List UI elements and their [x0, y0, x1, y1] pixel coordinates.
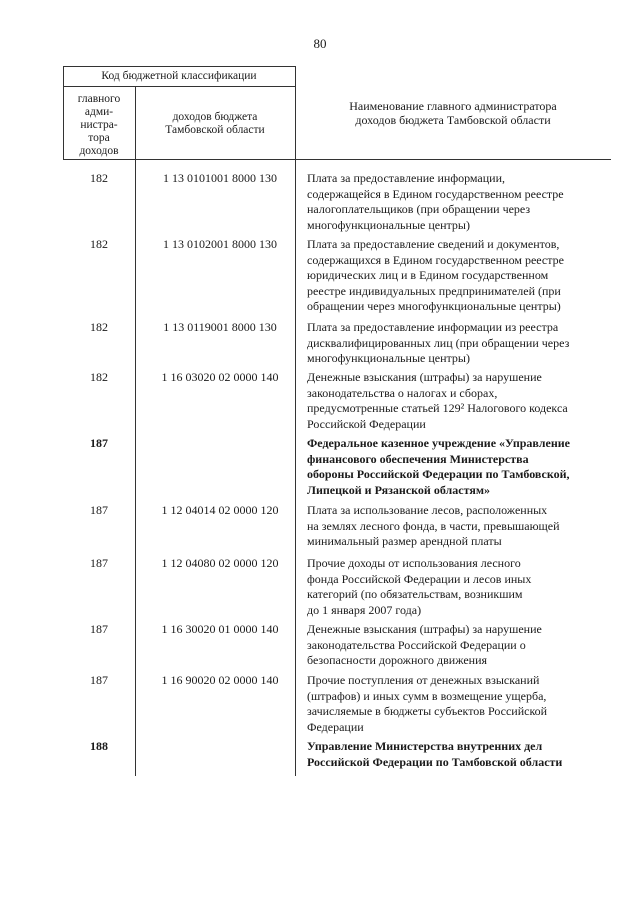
- header-bottom-border: [63, 159, 611, 160]
- name-line: Липецкой и Рязанской областям»: [307, 482, 490, 497]
- header-admin-code: [63, 93, 135, 158]
- name-line: минимальный размер арендной платы: [307, 534, 502, 548]
- header-code-line: доходов бюджета: [172, 111, 258, 123]
- administrator-name-cell: [307, 739, 607, 770]
- administrator-name-cell: [307, 673, 607, 735]
- name-line: Плата за предоставление сведений и документов,: [307, 237, 560, 251]
- administrator-name-cell: [307, 370, 607, 432]
- revenue-code-cell: 1 12 04014 02 0000 120: [161, 503, 279, 517]
- name-line: финансового обеспечения Министерства: [307, 451, 529, 466]
- admin-code-cell: 182: [90, 370, 108, 384]
- name-line: реестре индивидуальных предпринимателей (при: [307, 283, 561, 298]
- name-line: содержащейся в Едином государственном реестре: [307, 186, 564, 201]
- name-line: законодательства о налогах и сборах,: [307, 385, 498, 400]
- admin-code-cell: 187: [90, 556, 108, 570]
- revenue-code-cell: 1 16 90020 02 0000 140: [161, 673, 279, 687]
- name-line: Денежные взыскания (штрафы) за нарушение: [307, 622, 542, 636]
- name-line: предусмотренные статьей 129² Налогового кодекса: [307, 401, 568, 415]
- header-admin-line: адми-: [84, 106, 114, 118]
- name-line: Плата за предоставление информации,: [307, 171, 506, 185]
- name-line: Федеральное казенное учреждение «Управление: [307, 436, 570, 450]
- name-line: юридических лиц и в Едином государственном: [307, 268, 549, 282]
- header-revenue-code: [135, 111, 295, 137]
- header-name-line: Наименование главного администратора: [349, 99, 557, 113]
- name-line: Управление Министерства внутренних дел: [307, 739, 543, 753]
- name-line: Прочие поступления от денежных взысканий: [307, 673, 540, 687]
- admin-code-cell: 182: [90, 171, 108, 185]
- name-line: Плата за предоставление информации из реестра: [307, 320, 559, 334]
- name-line: налогоплательщиков (при обращении через: [307, 202, 531, 216]
- header-admin-line: нистра-: [80, 119, 118, 131]
- name-line: фонда Российской Федерации и лесов иных: [307, 571, 532, 586]
- name-line: на землях лесного фонда, в части, превышающей: [307, 518, 560, 533]
- admin-code-cell: 187: [90, 436, 108, 450]
- name-line: Российской Федерации: [307, 416, 426, 431]
- name-line: категорий (по обязательствам, возникшим: [307, 587, 523, 601]
- table-top-border: [63, 66, 295, 67]
- administrator-name-cell: [307, 436, 607, 498]
- admin-code-cell: 187: [90, 503, 108, 517]
- admin-code-cell: 182: [90, 237, 108, 251]
- name-line: (штрафов) и иных сумм в возмещение ущерба,: [307, 688, 547, 703]
- revenue-code-cell: 1 12 04080 02 0000 120: [161, 556, 279, 570]
- header-admin-line: доходов: [79, 145, 119, 157]
- header-admin-line: тора: [88, 132, 110, 144]
- admin-code-cell: 187: [90, 673, 108, 687]
- budget-classification-table: [63, 66, 611, 776]
- administrator-name-cell: [307, 503, 607, 550]
- group-header-label: Код бюджетной классификации: [101, 70, 257, 82]
- admin-code-cell: 188: [90, 739, 108, 753]
- admin-code-cell: 187: [90, 622, 108, 636]
- name-line: Денежные взыскания (штрафы) за нарушение: [307, 370, 542, 384]
- page-number: 80: [313, 36, 327, 51]
- column-divider-1: [135, 86, 136, 776]
- admin-code-cell: 182: [90, 320, 108, 334]
- name-line: безопасности дорожного движения: [307, 653, 488, 667]
- administrator-name-cell: [307, 622, 607, 669]
- revenue-code-cell: 1 13 0101001 8000 130: [163, 171, 277, 185]
- administrator-name-cell: [307, 320, 607, 367]
- name-line: Российской Федерации по Тамбовской области: [307, 754, 563, 769]
- revenue-code-cell: 1 16 03020 02 0000 140: [161, 370, 279, 384]
- name-line: законодательства Российской Федерации о: [307, 637, 526, 652]
- name-line: содержащихся в Едином государственном реестре: [307, 252, 564, 267]
- header-administrator-name: [295, 99, 611, 127]
- name-line: обороны Российской Федерации по Тамбовской,: [307, 467, 570, 481]
- administrator-name-cell: [307, 171, 607, 233]
- header-name-line: доходов бюджета Тамбовской области: [355, 113, 551, 127]
- administrator-name-cell: [307, 237, 607, 315]
- name-line: зачисляемые в бюджеты субъектов Российской: [307, 704, 548, 718]
- revenue-code-cell: 1 16 30020 01 0000 140: [161, 622, 279, 636]
- column-divider-2: [295, 66, 296, 776]
- revenue-code-cell: 1 13 0119001 8000 130: [163, 320, 277, 334]
- name-line: многофункциональные центры): [307, 217, 470, 232]
- header-code-line: Тамбовской области: [165, 124, 265, 136]
- name-line: Плата за использование лесов, расположенных: [307, 503, 548, 517]
- name-line: обращении через многофункциональные центры): [307, 299, 561, 313]
- name-line: Прочие доходы от использования лесного: [307, 556, 521, 570]
- name-line: многофункциональные центры): [307, 351, 470, 365]
- revenue-code-cell: 1 13 0102001 8000 130: [163, 237, 277, 251]
- name-line: до 1 января 2007 года): [307, 602, 422, 617]
- header-admin-line: главного: [77, 93, 121, 105]
- administrator-name-cell: [307, 556, 607, 618]
- name-line: Федерации: [307, 719, 364, 734]
- group-header-divider: [63, 86, 295, 87]
- name-line: дисквалифицированных лиц (при обращении через: [307, 335, 570, 350]
